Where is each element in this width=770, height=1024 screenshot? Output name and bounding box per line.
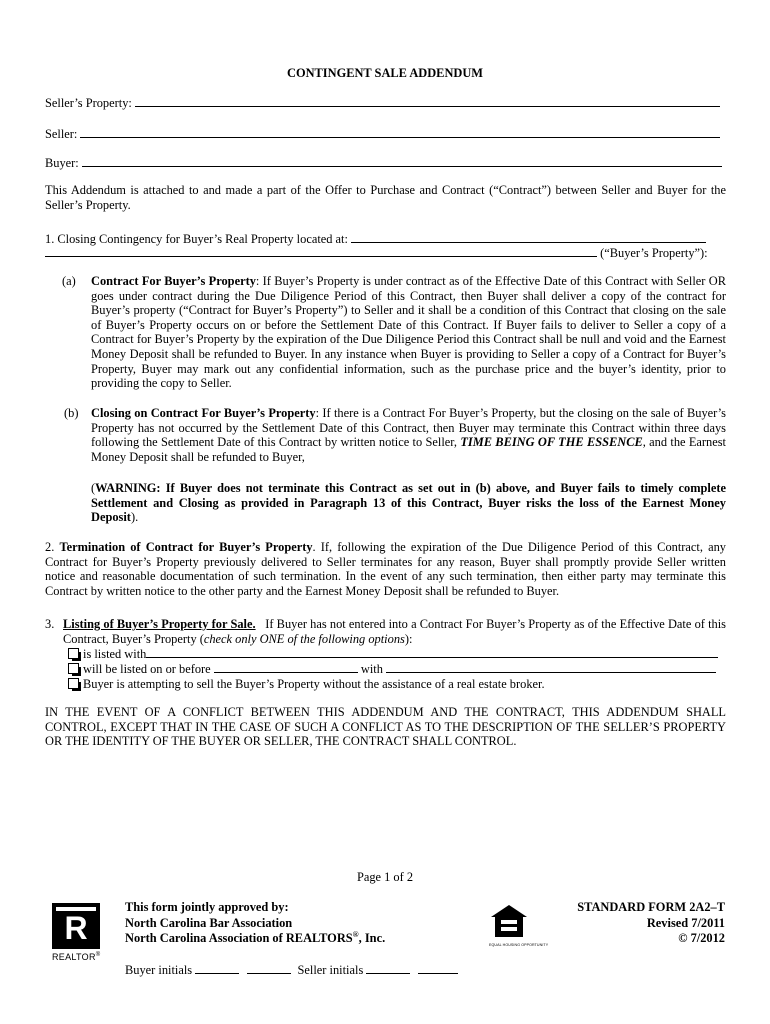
- item-a-heading: Contract For Buyer’s Property: [91, 274, 256, 288]
- realtor-logo: [52, 903, 100, 961]
- option-listed-row: [68, 646, 718, 662]
- realtor-logo-mark: [52, 903, 100, 949]
- realtor-logo-text: REALTOR®: [52, 952, 101, 962]
- sellers-property-row: [45, 95, 725, 111]
- option-will-list-label: will be listed on or before: [83, 662, 211, 676]
- option-listed-checkbox[interactable]: [68, 648, 79, 659]
- approved-by-block: [125, 900, 385, 947]
- buyer-initials-field-1[interactable]: [195, 962, 239, 974]
- item-b-text-2: , and the Earnest Money Deposit shall be refunded to Buyer,: [91, 435, 726, 464]
- buyer-initials-field-2[interactable]: [247, 962, 291, 974]
- option-self-sell-row: [68, 677, 545, 692]
- seller-initials-label: Seller initials: [297, 963, 364, 977]
- page-number: Page 1 of 2: [356, 870, 414, 884]
- item-b-text-1: : If there is a Contract For Buyer’s Property, but the closing on the sale of Buyer’s Property has not occurred by the Settlement Date of this Contract, then Buyer may terminate this Contract within three days following the Settlement Date of this Contract by written notice to Seller,: [91, 406, 726, 450]
- time-essence-text: TIME BEING OF THE ESSENCE: [460, 435, 643, 450]
- seller-row: [45, 126, 725, 142]
- section-1-label: 1. Closing Contingency for Buyer’s Real Property located at:: [45, 232, 348, 246]
- section-3-number: 3.: [45, 617, 55, 631]
- form-revised: Revised 7/2011: [646, 915, 725, 930]
- option-will-list-checkbox[interactable]: [68, 663, 79, 674]
- option-self-sell-label: Buyer is attempting to sell the Buyer’s Property without the assistance of a real estate broker.: [83, 677, 545, 691]
- buyer-field[interactable]: [82, 155, 722, 167]
- option-self-sell-checkbox[interactable]: [68, 678, 79, 689]
- form-info: [577, 900, 725, 947]
- warning-paragraph: [91, 481, 726, 525]
- section-3-heading: Listing of Buyer’s Property for Sale.: [63, 617, 256, 631]
- section-1-line2: [45, 245, 726, 261]
- buyer-row: [45, 155, 725, 171]
- equal-housing-logo: [489, 903, 549, 947]
- buyer-label: Buyer:: [45, 156, 79, 170]
- approved-line-2: North Carolina Bar Association: [125, 915, 293, 930]
- check-note: check only ONE of the following options: [203, 631, 405, 646]
- section-3-text-1: If Buyer has not entered into a Contract For Buyer’s Property as of the Effective Date of this Contract, Buyer’s Property (: [63, 617, 727, 646]
- sellers-property-label: Seller’s Property:: [45, 96, 132, 110]
- approved-line-3: North Carolina Association of REALTORS®, Inc.: [125, 929, 386, 945]
- item-b-marker: (b): [64, 406, 79, 420]
- section-2-heading: Termination of Contract for Buyer’s Property: [59, 540, 313, 554]
- item-a-text: : If Buyer’s Property is under contract as of the Effective Date of this Contract with Seller OR goes under contract during the Due Diligence Period of this Contract, then Buyer shall deliver a copy of the contract for Buyer’s property (“Contract for Buyer’s Property”) to Seller and it shall be a condition of this Contract that closing on the sale of Buyer’s Property occurs on or before the Settlement Date of this Contract. If Buyer fails to deliver to Seller a copy of a Contract for Buyer’s Property by the expiration of the Due Diligence Period this Contract shall be null and void and the Earnest Money Deposit shall be refunded to Buyer. In any instance when Buyer is providing to Seller a copy of a Contract for Buyer’s Property, Buyer may mark out any confidential information, such as the purchase price and the buyer’s identity, prior to providing the copy to Seller.: [91, 274, 726, 391]
- list-date-field[interactable]: [214, 661, 358, 673]
- section-2-number: 2.: [45, 540, 55, 554]
- seller-field[interactable]: [80, 126, 720, 138]
- option-will-list-row: [68, 661, 716, 677]
- option-listed-label: is listed with: [83, 647, 147, 661]
- form-copyright: © 7/2012: [678, 931, 725, 945]
- equal-housing-icon: [489, 903, 529, 939]
- warning-open: (: [91, 481, 96, 495]
- sellers-property-field[interactable]: [135, 95, 720, 107]
- conflict-clause: IN THE EVENT OF A CONFLICT BETWEEN THIS ADDENDUM AND THE CONTRACT, THIS ADDENDUM SHALL CONTROL, EXCEPT THAT IN THE CASE OF SUCH A CONFLICT AS TO THE DESCRIPTION OF THE SELLER’S PROPERTY OR THE IDENTITY OF THE BUYER OR SELLER, THE CONTRACT SHALL CONTROL.: [45, 705, 726, 749]
- option-will-list-with: with: [360, 662, 383, 676]
- list-broker-field[interactable]: [386, 661, 716, 673]
- intro-paragraph: This Addendum is attached to and made a part of the Offer to Purchase and Contract (“Contract”) between Seller and Buyer for the Seller’s Property.: [45, 183, 726, 212]
- realtor-logo-letter: R: [64, 910, 88, 946]
- buyers-property-address-field-2[interactable]: [45, 245, 597, 257]
- section-2-paragraph: [45, 540, 726, 598]
- page-title: CONTINGENT SALE ADDENDUM: [287, 66, 483, 80]
- section-3-paragraph: [63, 617, 726, 646]
- item-b-paragraph: [91, 406, 726, 464]
- section-3-text-2: ):: [404, 631, 413, 646]
- section-2-text: . If, following the expiration of the Due Diligence Period of this Contract, any Contract for Buyer’s Property previously delivered to Seller terminates for any reason, Buyer shall promptly provide Seller written notice and reasonable documentation of such termination. In the event of any such termination, then either party may terminate this Contract by written notice to the other party and the Earnest Money Deposit shall be refunded to Buyer.: [45, 540, 726, 598]
- item-a-marker: (a): [62, 274, 76, 288]
- form-name: STANDARD FORM 2A2–T: [577, 900, 725, 914]
- approved-line-1: This form jointly approved by:: [125, 900, 289, 914]
- buyers-property-label: (“Buyer’s Property”):: [600, 246, 708, 260]
- listed-with-field[interactable]: [146, 646, 718, 658]
- item-a-paragraph: [91, 274, 726, 391]
- buyer-initials-label: Buyer initials: [125, 963, 193, 977]
- seller-initials-field-1[interactable]: [366, 962, 410, 974]
- warning-close: ).: [130, 510, 139, 525]
- seller-label: Seller:: [45, 127, 78, 141]
- item-b-heading: Closing on Contract For Buyer’s Property: [91, 406, 316, 420]
- warning-text: WARNING: If Buyer does not terminate this Contract as set out in (b) above, and Buyer fails to timely complete Settlement and Closing as provided in Paragraph 13 of this Contract, Buyer risks the loss of the Earnest Money Deposit: [91, 481, 726, 525]
- buyers-property-address-field[interactable]: [351, 231, 706, 243]
- initials-row: [125, 962, 458, 978]
- seller-initials-field-2[interactable]: [418, 962, 458, 974]
- equal-housing-text: EQUAL HOUSING OPPORTUNITY: [489, 942, 549, 947]
